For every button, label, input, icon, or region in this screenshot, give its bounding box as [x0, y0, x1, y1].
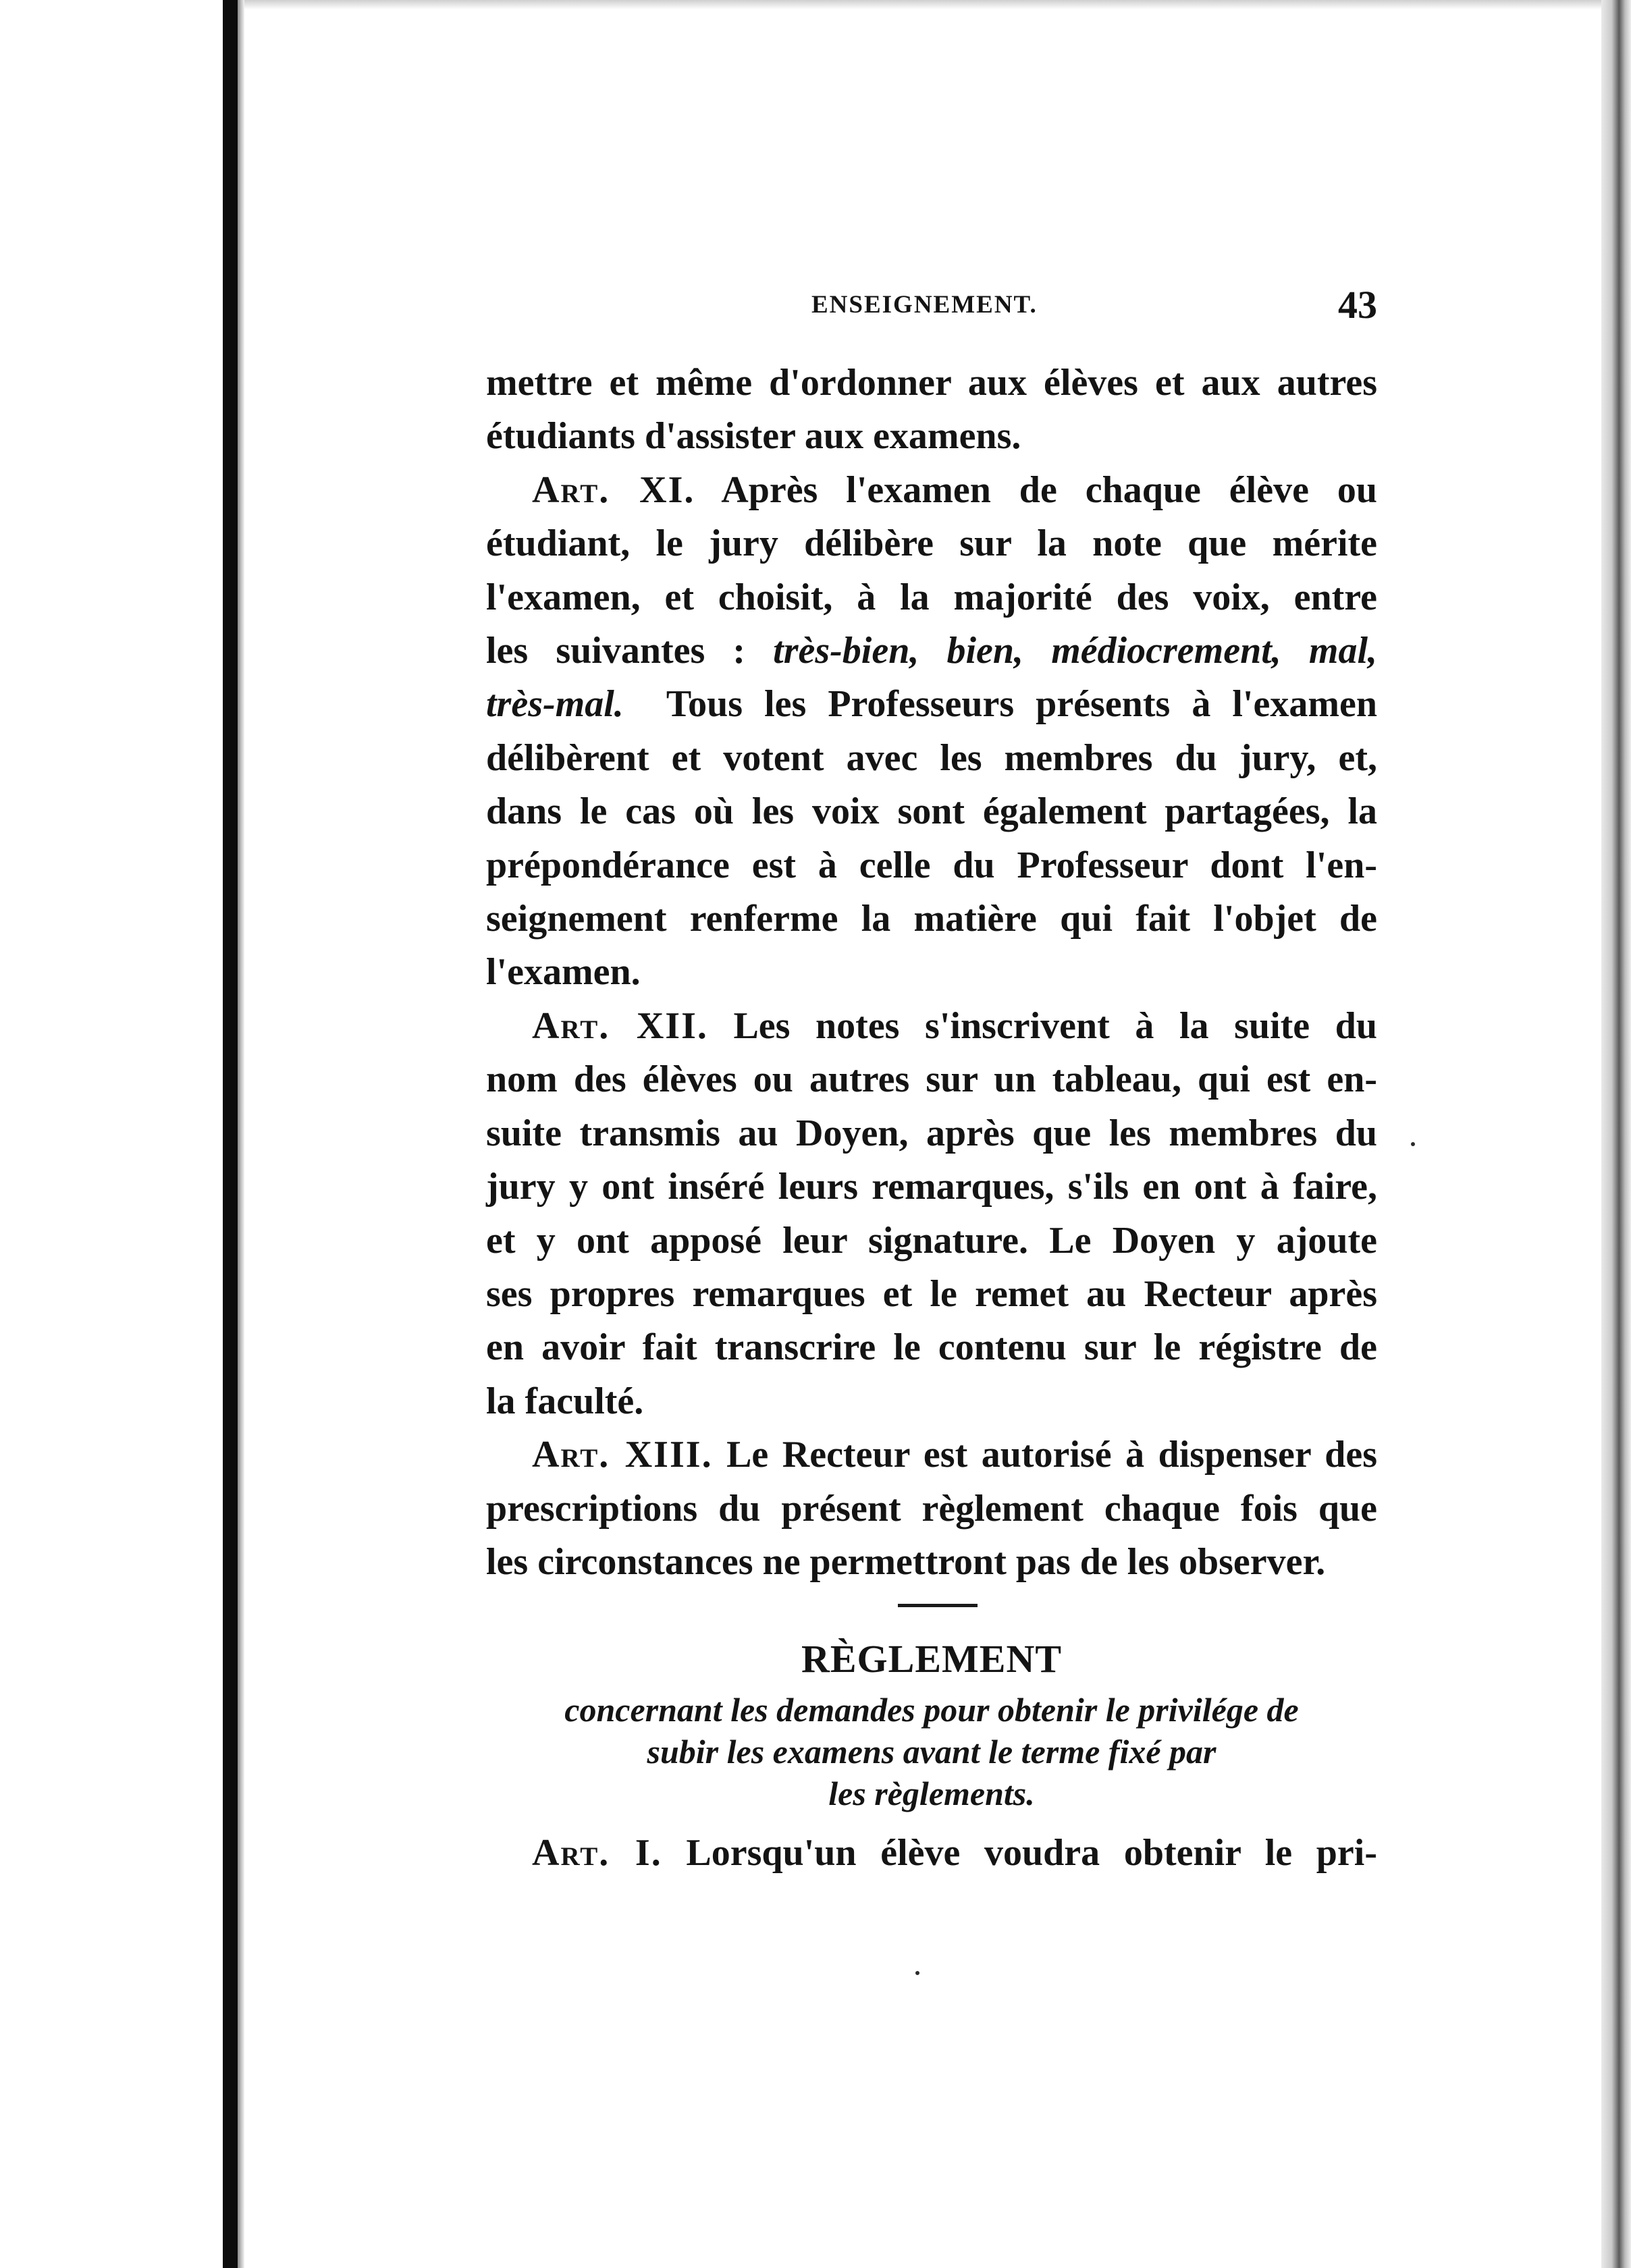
section-subtitle: [486, 1689, 1377, 1827]
grade-tres-bien: très-bien,: [773, 630, 919, 672]
text-line: prépondérance est à celle du Professeur dont l'en-: [486, 844, 1377, 886]
text-line: délibèrent et votent avec les membres du jury, et,: [486, 736, 1377, 779]
page-header: [486, 282, 1377, 329]
article-label: Art. I.: [532, 1831, 662, 1874]
article-xii-first-line: [486, 1000, 1377, 1053]
text-line: étudiant, le jury délibère sur la note que mérite: [486, 522, 1377, 565]
section-heading: RÈGLEMENT: [801, 1637, 1063, 1681]
divider-rule: [898, 1604, 978, 1607]
text-line: seignement renferme la matière qui fait l'objet de: [486, 898, 1377, 940]
text-span: Les notes s'inscrivent à la suite du: [733, 1004, 1377, 1047]
spine-shadow: [238, 0, 244, 2268]
subtitle-line: concernant les demandes pour obtenir le privilége de: [564, 1690, 1299, 1729]
section-divider: [486, 1589, 1377, 1632]
text-line: nom des élèves ou autres sur un tableau, qui est en-: [486, 1058, 1377, 1101]
grades-line: [486, 624, 1377, 678]
text-line: prescriptions du présent règlement chaque fois que: [486, 1487, 1377, 1530]
text-line: en avoir fait transcrire le contenu sur le régistre de: [486, 1326, 1377, 1369]
subtitle-line: les règlements.: [828, 1774, 1035, 1812]
text-line: et y ont apposé leur signature. Le Doyen y ajoute: [486, 1219, 1377, 1262]
article-xi-first-line: [486, 464, 1377, 517]
page-number: 43: [1338, 283, 1377, 327]
grade-tres-mal: très-mal.: [486, 683, 624, 726]
text-line: suite transmis au Doyen, après que les membres du: [486, 1112, 1377, 1154]
text-span: Lorsqu'un élève voudra obtenir le pri-: [686, 1831, 1377, 1874]
print-speck: [1411, 1142, 1415, 1146]
page-top-shadow: [244, 0, 1601, 9]
text-span: les suivantes :: [486, 630, 746, 672]
text-line: jury y ont inséré leurs remarques, s'ils en ont à faire,: [486, 1166, 1377, 1208]
text-span: Après l'examen de chaque élève ou: [721, 468, 1377, 511]
article-xiii-first-line: [486, 1428, 1377, 1482]
text-line: ses propres remarques et le remet au Recteur après: [486, 1272, 1377, 1315]
text-line: les circonstances ne permettront pas de les observer.: [486, 1540, 1326, 1583]
grade-bien: bien,: [946, 630, 1024, 672]
book-spine: [223, 0, 238, 2268]
body-text: [486, 356, 1377, 1880]
text-line: dans le cas où les voix sont également partagées, la: [486, 790, 1377, 833]
article-label: Art. XI.: [532, 468, 695, 511]
article-label: Art. XII.: [532, 1004, 708, 1047]
subtitle-line: subir les examens avant le terme fixé par: [647, 1732, 1216, 1771]
text-line: la faculté.: [486, 1380, 644, 1422]
page-edge: [1601, 0, 1631, 2268]
article-i-first-line: [486, 1827, 1377, 1880]
grade-mal: mal,: [1308, 630, 1378, 672]
text-line: l'examen.: [486, 951, 641, 994]
text-span: Tous les Professeurs présents à l'examen: [666, 683, 1377, 726]
article-label: Art. XIII.: [532, 1434, 713, 1476]
running-title: ENSEIGNEMENT.: [811, 291, 1038, 319]
text-span: Le Recteur est autorisé à dispenser des: [726, 1434, 1377, 1476]
text-line: l'examen, et choisit, à la majorité des voix, entre: [486, 576, 1377, 618]
print-speck: [915, 1971, 919, 1975]
text-line: [486, 678, 1377, 731]
grade-mediocrement: médiocrement,: [1051, 630, 1281, 672]
text-line: étudiants d'assister aux examens.: [486, 415, 1021, 458]
text-line: mettre et même d'ordonner aux élèves et aux autres: [486, 362, 1377, 404]
